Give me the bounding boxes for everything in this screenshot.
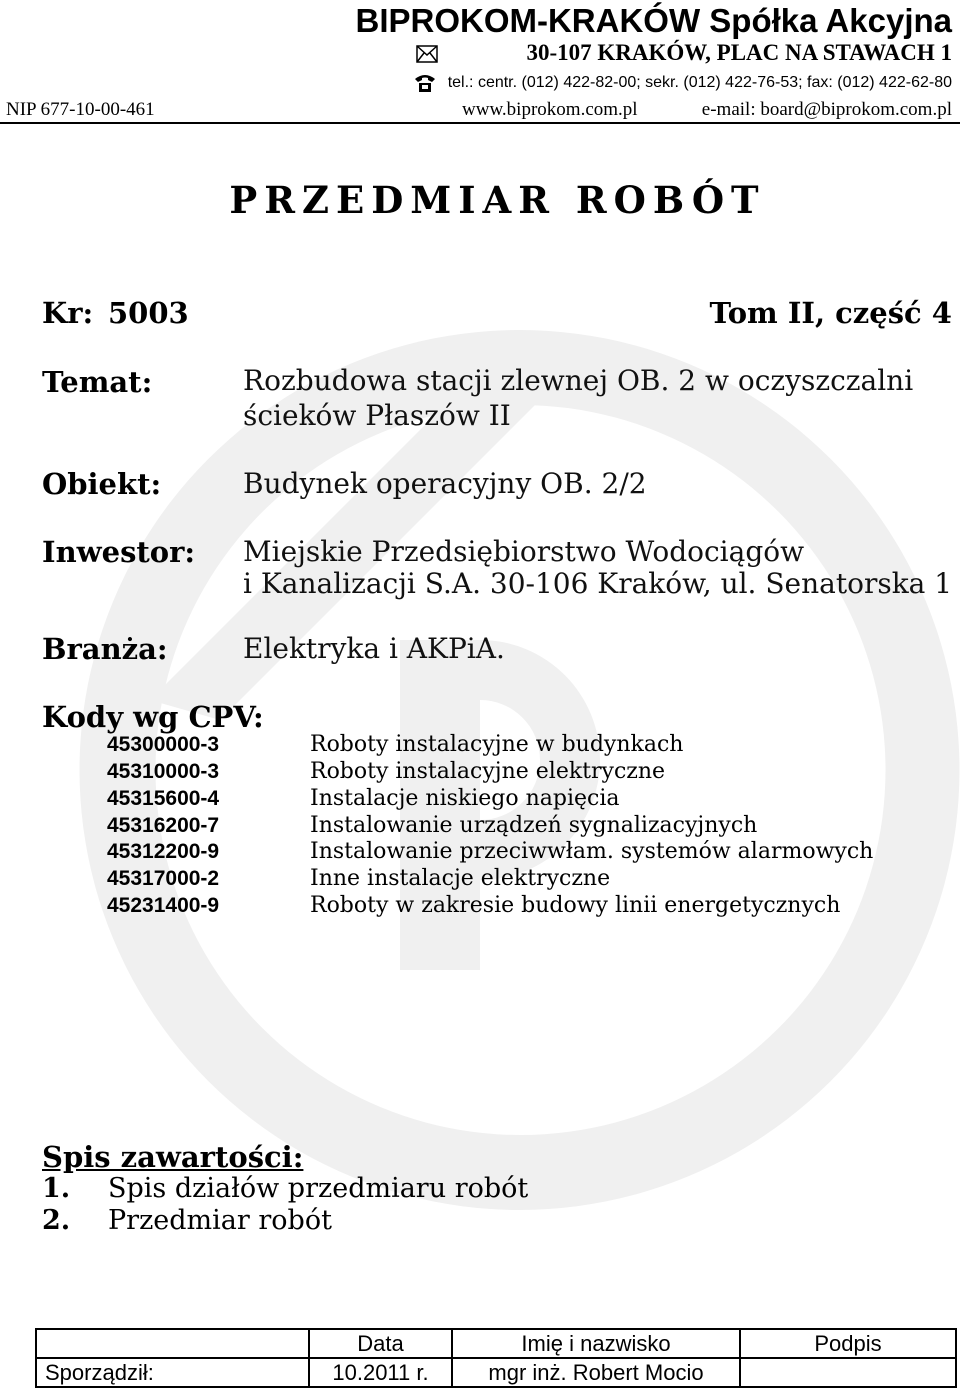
address-line: 30-107 KRAKÓW, PLAC NA STAWACH 1	[526, 40, 952, 65]
table-header-date: Data	[309, 1329, 452, 1358]
kr-label: Kr:	[42, 296, 94, 330]
nip-number: NIP 677-10-00-461	[6, 99, 155, 120]
cpv-description: Instalacje niskiego napięcia	[310, 786, 620, 811]
cpv-code: 45300000-3	[107, 733, 220, 756]
phone-icon	[413, 72, 437, 94]
contents-item-text: Przedmiar robót	[108, 1205, 332, 1236]
signature-table	[35, 1328, 957, 1388]
table-header-row	[36, 1329, 956, 1358]
table-header-name: Imię i nazwisko	[452, 1329, 740, 1358]
header-divider	[0, 122, 960, 124]
prepared-date: 10.2011 r.	[309, 1358, 452, 1387]
envelope-icon	[416, 45, 438, 63]
signature-cell[interactable]	[740, 1358, 956, 1387]
tom-value: Tom II, część 4	[709, 296, 952, 330]
document-title: PRZEDMIAR ROBÓT	[229, 178, 766, 222]
cpv-description: Instalowanie przeciwwłam. systemów alarmowych	[310, 839, 874, 864]
website-link[interactable]: www.biprokom.com.pl	[462, 99, 638, 120]
inwestor-label: Inwestor:	[42, 535, 196, 569]
cpv-code: 45315600-4	[107, 787, 220, 810]
temat-value-line2: ścieków Płaszów II	[243, 399, 511, 432]
contents-item-text: Spis działów przedmiaru robót	[108, 1173, 529, 1204]
table-header-signature: Podpis	[740, 1329, 956, 1358]
cpv-code: 45231400-9	[107, 894, 220, 917]
phone-line: tel.: centr. (012) 422-82-00; sekr. (012) 422-76-53; fax: (012) 422-62-80	[447, 74, 952, 91]
cpv-code: 45317000-2	[107, 867, 220, 890]
cpv-description: Roboty instalacyjne w budynkach	[310, 732, 684, 757]
inwestor-value-line1: Miejskie Przedsiębiorstwo Wodociągów	[243, 535, 805, 568]
cpv-code: 45310000-3	[107, 760, 220, 783]
cpv-heading: Kody wg CPV:	[42, 700, 264, 734]
contents-item-number: 2.	[42, 1205, 71, 1236]
email-link[interactable]: e-mail: board@biprokom.com.pl	[701, 99, 952, 120]
inwestor-value-line2: i Kanalizacji S.A. 30-106 Kraków, ul. Senatorska 1	[243, 567, 953, 600]
temat-value-line1: Rozbudowa stacji zlewnej OB. 2 w oczyszczalni	[243, 364, 914, 397]
prepared-name: mgr inż. Robert Mocio	[452, 1358, 740, 1387]
contents-heading: Spis zawartości:	[42, 1140, 304, 1174]
cpv-description: Inne instalacje elektryczne	[310, 866, 611, 891]
cpv-code: 45316200-7	[107, 814, 220, 837]
cpv-code: 45312200-9	[107, 840, 220, 863]
kr-value: 5003	[108, 296, 189, 330]
obiekt-value: Budynek operacyjny OB. 2/2	[243, 467, 647, 500]
company-name: BIPROKOM-KRAKÓW Spółka Akcyjna	[355, 2, 952, 39]
table-row	[36, 1358, 956, 1387]
prepared-by-label: Sporządził:	[36, 1358, 309, 1387]
branza-value: Elektryka i AKPiA.	[243, 632, 505, 665]
cpv-description: Roboty w zakresie budowy linii energetycznych	[310, 893, 841, 918]
obiekt-label: Obiekt:	[42, 467, 162, 501]
table-header-cell	[36, 1329, 309, 1358]
branza-label: Branża:	[42, 632, 168, 666]
temat-label: Temat:	[42, 365, 153, 399]
contents-item-number: 1.	[42, 1173, 71, 1204]
cpv-description: Roboty instalacyjne elektryczne	[310, 759, 666, 784]
cpv-description: Instalowanie urządzeń sygnalizacyjnych	[310, 813, 758, 838]
